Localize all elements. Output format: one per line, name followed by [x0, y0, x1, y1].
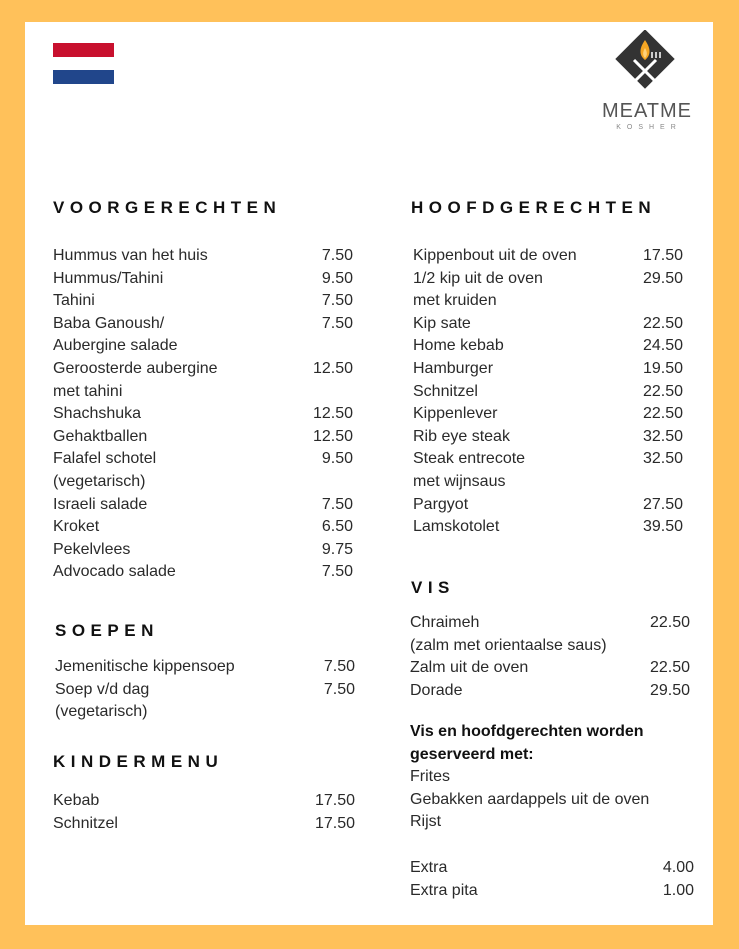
menu-item-row [53, 516, 353, 539]
menu-item-price: 7.50 [323, 680, 355, 698]
section-title-kindermenu: KINDERMENU [53, 752, 224, 771]
menu-item-price: 32.50 [642, 450, 683, 468]
menu-item-row [410, 680, 690, 703]
menu-item-name: Hamburger [413, 359, 494, 377]
menu-item-price: 1.00 [662, 881, 694, 899]
menu-item-price: 22.50 [649, 659, 690, 677]
menu-item-name: Israeli salade [53, 495, 148, 513]
menu-item-row [53, 290, 353, 313]
menu-item-name: Rib eye steak [413, 427, 510, 445]
menu-item-price: 24.50 [642, 337, 683, 355]
menu-item-name: Shachshuka [53, 405, 142, 423]
menu-item-name: Kippenbout uit de oven [413, 247, 577, 264]
menu-item-row [413, 494, 683, 517]
menu-item-name: (vegetarisch) [53, 472, 146, 490]
menu-list-vis [410, 612, 690, 702]
menu-item-row [55, 679, 355, 702]
brand-logo [592, 30, 702, 135]
menu-item-price: 22.50 [642, 314, 683, 332]
menu-item-price: 29.50 [649, 681, 690, 699]
menu-item-name: Falafel schotel [53, 450, 157, 468]
menu-item-row [55, 701, 355, 724]
menu-item-row [410, 657, 690, 680]
menu-item-row [53, 313, 353, 336]
menu-item-price: 22.50 [642, 405, 683, 423]
menu-item-price: 9.50 [321, 450, 353, 468]
brand-subtitle: KOSHER [616, 124, 682, 131]
menu-item-name: Kip sate [413, 314, 471, 332]
menu-item-name: Advocado salade [53, 563, 176, 581]
menu-item-name: Schnitzel [413, 382, 478, 400]
grill-flame-icon [612, 30, 682, 96]
menu-item-row [410, 857, 694, 880]
menu-item-row [53, 539, 353, 562]
menu-item-price: 39.50 [642, 518, 683, 536]
menu-item-row [413, 245, 683, 268]
menu-item-row [53, 813, 355, 836]
menu-item-row [55, 656, 355, 679]
menu-item-price: 22.50 [649, 614, 690, 631]
menu-item-price: 6.50 [321, 518, 353, 536]
menu-item-row [413, 268, 683, 291]
menu-item-row [53, 448, 353, 471]
menu-item-name: Gehaktballen [53, 427, 148, 445]
menu-item-price: 9.75 [321, 540, 353, 558]
menu-item-row [53, 494, 353, 517]
menu-item-price: 7.50 [321, 247, 353, 264]
menu-item-name: Aubergine salade [53, 337, 178, 355]
menu-item-price: 17.50 [642, 247, 683, 264]
menu-list-soepen [55, 656, 355, 724]
sides-note-title-line1: Vis en hoofdgerechten worden [410, 723, 644, 740]
sides-item: Rijst [410, 813, 442, 831]
menu-item-row [53, 358, 353, 381]
menu-list-hoofdgerechten [413, 245, 683, 539]
menu-item-row [413, 516, 683, 539]
menu-item-row [413, 471, 683, 494]
menu-item-row [413, 335, 683, 358]
menu-item-name: Pargyot [413, 495, 469, 513]
menu-item-name: Tahini [53, 292, 95, 310]
menu-item-name: Dorade [410, 681, 463, 699]
menu-item-name: Hummus/Tahini [53, 269, 164, 287]
menu-item-name: Kebab [53, 792, 100, 809]
menu-item-name: Pekelvlees [53, 540, 131, 558]
menu-item-row [413, 358, 683, 381]
menu-item-price: 9.50 [321, 269, 353, 287]
menu-item-price: 7.50 [321, 495, 353, 513]
sides-note [410, 721, 690, 834]
menu-item-name: Chraimeh [410, 614, 480, 631]
menu-item-name: (vegetarisch) [55, 703, 148, 721]
menu-list-voorgerechten [53, 245, 353, 584]
menu-item-row [413, 448, 683, 471]
menu-item-price: 7.50 [321, 563, 353, 581]
sides-item: Frites [410, 768, 450, 786]
menu-item-row [410, 612, 690, 635]
menu-item-name: Geroosterde aubergine [53, 359, 218, 377]
menu-item-price: 12.50 [312, 405, 353, 423]
menu-item-row [413, 426, 683, 449]
menu-list-kindermenu [53, 790, 355, 835]
menu-item-price: 19.50 [642, 359, 683, 377]
menu-item-row [53, 335, 353, 358]
menu-item-name: Hummus van het huis [53, 247, 208, 264]
menu-item-name: Baba Ganoush/ [53, 314, 165, 332]
menu-item-name: Zalm uit de oven [410, 659, 529, 677]
menu-item-name: 1/2 kip uit de oven [413, 269, 543, 287]
menu-item-name: Steak entrecote [413, 450, 526, 468]
menu-item-row [410, 635, 690, 658]
menu-item-row [53, 561, 353, 584]
section-title-voorgerechten: VOORGERECHTEN [53, 198, 282, 217]
sides-note-title-line2: geserveerd met: [410, 745, 534, 763]
menu-item-row [53, 471, 353, 494]
menu-item-price: 12.50 [312, 359, 353, 377]
menu-item-name: met kruiden [413, 292, 497, 310]
menu-item-name: Home kebab [413, 337, 504, 355]
dutch-flag-icon [53, 43, 114, 84]
menu-item-row [53, 381, 353, 404]
menu-item-price: 12.50 [312, 427, 353, 445]
menu-item-row [413, 313, 683, 336]
section-title-hoofdgerechten: HOOFDGERECHTEN [411, 198, 657, 217]
menu-item-price: 27.50 [642, 495, 683, 513]
menu-item-price: 29.50 [642, 269, 683, 287]
menu-item-name: Extra [410, 859, 448, 876]
menu-item-price: 7.50 [323, 658, 355, 675]
menu-item-row [53, 268, 353, 291]
menu-item-price: 17.50 [314, 792, 355, 809]
menu-item-name: Jemenitische kippensoep [55, 658, 235, 675]
menu-item-row [413, 381, 683, 404]
menu-item-name: Extra pita [410, 881, 478, 899]
menu-item-row [410, 880, 694, 903]
extras-list [410, 857, 694, 902]
menu-item-name: Kippenlever [413, 405, 498, 423]
menu-item-name: Schnitzel [53, 814, 118, 832]
brand-name: MEATME [601, 100, 693, 122]
menu-item-row [53, 403, 353, 426]
menu-item-price: 7.50 [321, 292, 353, 310]
menu-item-price: 17.50 [314, 814, 355, 832]
menu-item-name: Soep v/d dag [55, 680, 150, 698]
menu-item-price: 22.50 [642, 382, 683, 400]
menu-item-row [53, 245, 353, 268]
menu-item-row [53, 790, 355, 813]
sides-item: Gebakken aardappels uit de oven [410, 790, 650, 808]
menu-item-name: met wijnsaus [413, 472, 506, 490]
section-title-vis: VIS [411, 578, 455, 597]
menu-item-row [413, 290, 683, 313]
menu-item-name: met tahini [53, 382, 123, 400]
menu-item-name: Kroket [53, 518, 100, 536]
menu-item-name: Lamskotolet [413, 518, 500, 536]
section-title-soepen: SOEPEN [55, 621, 159, 640]
menu-item-row [413, 403, 683, 426]
menu-item-row [53, 426, 353, 449]
menu-item-name: (zalm met orientaalse saus) [410, 636, 607, 654]
menu-item-price: 32.50 [642, 427, 683, 445]
menu-item-price: 7.50 [321, 314, 353, 332]
menu-item-price: 4.00 [662, 859, 694, 876]
